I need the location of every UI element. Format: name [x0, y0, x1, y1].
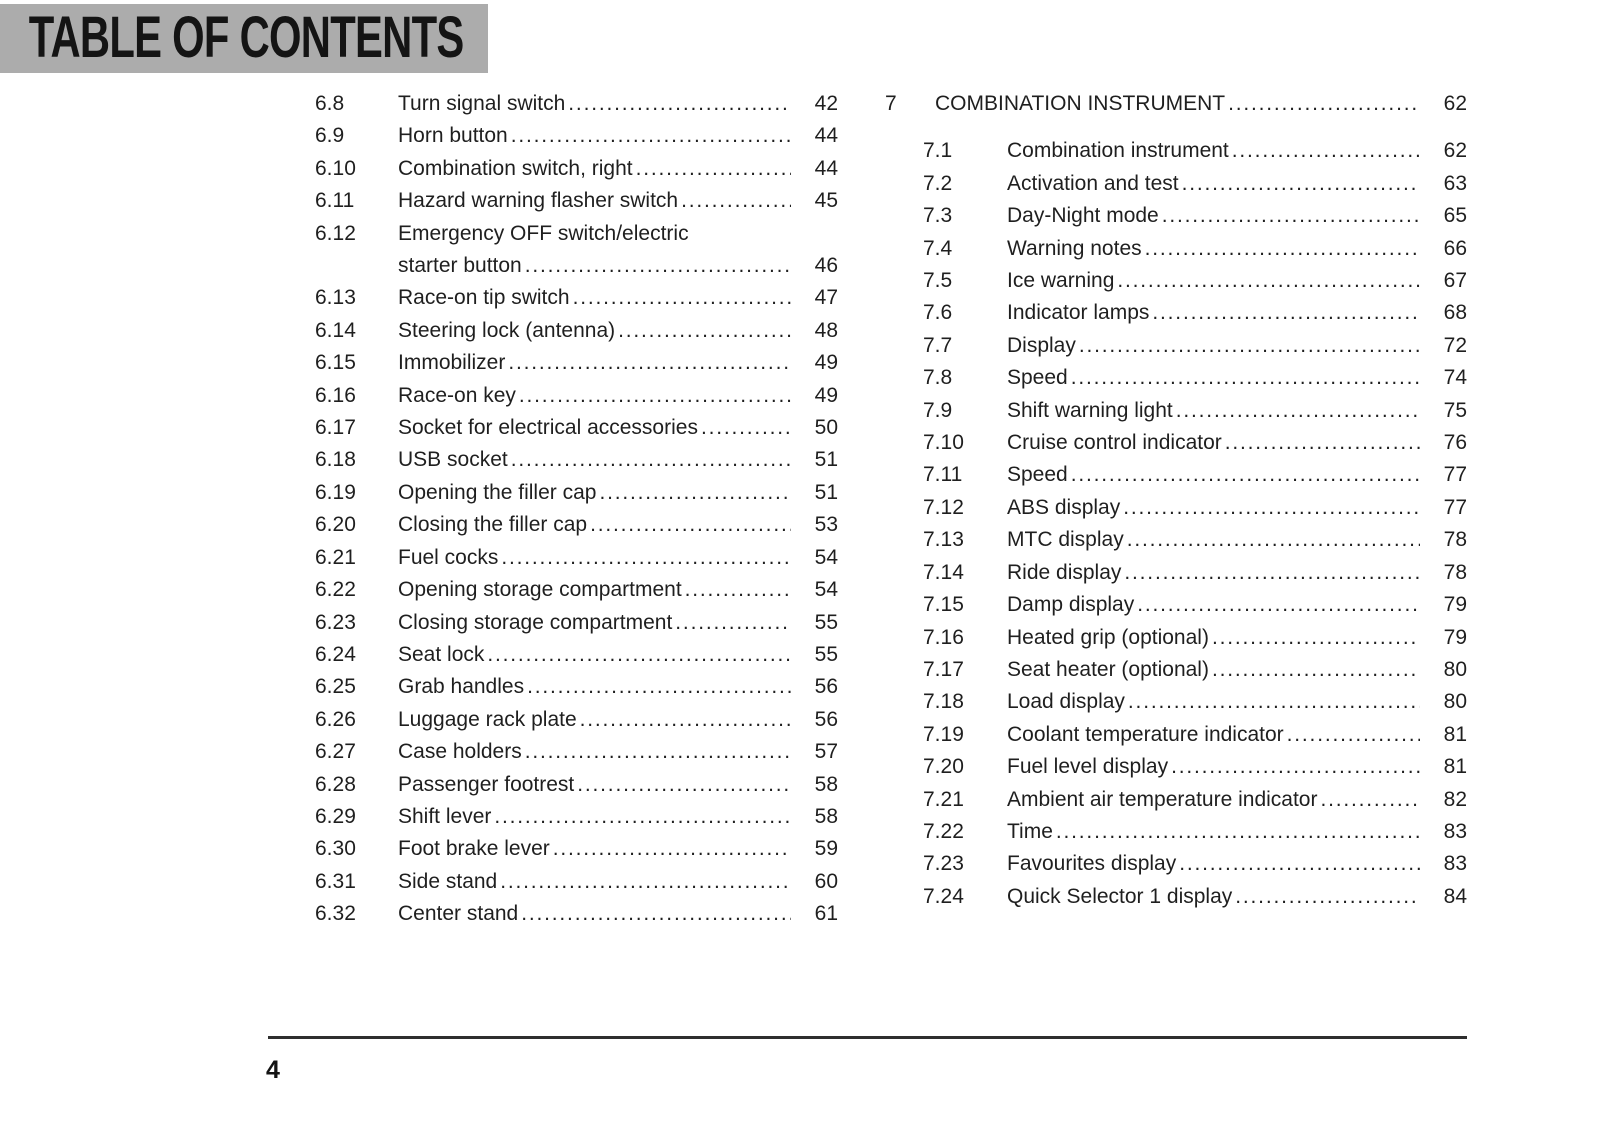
entry-number: 7.19 [923, 722, 964, 746]
dot-leader [577, 704, 791, 736]
toc-entry [923, 135, 1467, 167]
toc-entry [315, 218, 838, 250]
dot-leader [1222, 427, 1420, 459]
toc-entry [315, 704, 838, 736]
entry-page: 83 [1443, 819, 1467, 843]
dot-leader [1209, 654, 1420, 686]
toc-entry [923, 233, 1467, 265]
entry-page: 66 [1443, 236, 1467, 260]
toc-entry [923, 168, 1467, 200]
entry-title: Seat heater (optional) [1007, 657, 1209, 681]
toc-entry [315, 477, 838, 509]
entry-number: 6.30 [315, 837, 356, 861]
toc-subsection-list [923, 135, 1467, 913]
entry-number: 7.20 [923, 755, 964, 779]
toc-entry [315, 185, 838, 217]
dot-leader [615, 315, 791, 347]
toc-entry [315, 769, 838, 801]
entry-title: Fuel cocks [398, 545, 499, 569]
entry-page: 74 [1443, 366, 1467, 390]
entry-title: Heated grip (optional) [1007, 625, 1209, 649]
entry-title: Fuel level display [1007, 755, 1169, 779]
toc-entry [923, 719, 1467, 751]
entry-page: 83 [1443, 852, 1467, 876]
entry-page: 78 [1443, 560, 1467, 584]
entry-number: 6.28 [315, 772, 356, 796]
entry-page: 79 [1443, 593, 1467, 617]
entry-title: Combination instrument [1007, 139, 1229, 163]
dot-leader [508, 444, 791, 476]
entry-page: 44 [814, 156, 838, 180]
entry-number: 7.11 [923, 463, 963, 487]
entry-page: 57 [814, 740, 838, 764]
entry-page: 77 [1443, 463, 1467, 487]
entry-number: 6.23 [315, 610, 356, 634]
entry-page: 62 [1443, 139, 1467, 163]
entry-title: Grab handles [398, 675, 525, 699]
dot-leader [633, 153, 791, 185]
entry-number: 6.10 [315, 156, 356, 180]
toc-entry [315, 380, 838, 412]
toc-column-right [872, 88, 1467, 913]
entry-page: 61 [814, 902, 838, 926]
toc-entry [315, 607, 838, 639]
dot-leader [550, 833, 791, 865]
toc-entry [923, 330, 1467, 362]
toc-entry [923, 200, 1467, 232]
entry-page: 75 [1443, 398, 1467, 422]
entry-page: 81 [1443, 722, 1467, 746]
entry-title: Horn button [398, 124, 508, 148]
dot-leader [1134, 589, 1420, 621]
entry-title: Luggage rack plate [398, 707, 577, 731]
entry-page: 58 [814, 772, 838, 796]
entry-title: Load display [1007, 690, 1125, 714]
entry-number: 7.1 [923, 139, 953, 163]
dot-leader [1232, 881, 1420, 913]
toc-entry [315, 509, 838, 541]
entry-number: 6.21 [315, 545, 356, 569]
entry-number: 7.15 [923, 593, 964, 617]
toc-entry [315, 639, 838, 671]
toc-entry [315, 444, 838, 476]
entry-number: 6.13 [315, 286, 356, 310]
toc-entry [923, 848, 1467, 880]
dot-leader [516, 380, 791, 412]
entry-page: 51 [814, 448, 838, 472]
entry-page: 68 [1443, 301, 1467, 325]
toc-entry [315, 866, 838, 898]
entry-number: 7.3 [923, 204, 953, 228]
dot-leader [524, 671, 791, 703]
entry-number: 6.14 [315, 318, 356, 342]
toc-entry [315, 347, 838, 379]
dot-leader [1149, 297, 1420, 329]
entry-title: COMBINATION INSTRUMENT [935, 92, 1226, 115]
entry-number: 7.6 [923, 301, 953, 325]
entry-title: Ride display [1007, 560, 1122, 584]
page-header [0, 4, 488, 73]
toc-entry [923, 459, 1467, 491]
entry-number: 7.21 [923, 787, 964, 811]
dot-leader [698, 412, 791, 444]
entry-title: Immobilizer [398, 351, 506, 375]
dot-leader [491, 801, 791, 833]
entry-title: Display [1007, 333, 1076, 357]
entry-title: Foot brake lever [398, 837, 550, 861]
toc-entry [923, 751, 1467, 783]
entry-number: 7.13 [923, 528, 964, 552]
entry-page: 56 [814, 707, 838, 731]
entry-page: 76 [1443, 431, 1467, 455]
entry-number: 7.8 [923, 366, 953, 390]
toc-entry [315, 801, 838, 833]
entry-number: 7.14 [923, 560, 964, 584]
toc-entry [315, 574, 838, 606]
dot-leader [1179, 168, 1420, 200]
entry-title: Passenger footrest [398, 772, 575, 796]
toc-entry [923, 492, 1467, 524]
entry-page: 56 [814, 675, 838, 699]
entry-number: 6.18 [315, 448, 356, 472]
entry-page: 54 [814, 578, 838, 602]
dot-leader [682, 574, 791, 606]
dot-leader [570, 282, 791, 314]
entry-page: 49 [814, 351, 838, 375]
entry-title: Ambient air temperature indicator [1007, 787, 1318, 811]
toc-entry [923, 362, 1467, 394]
entry-number: 7 [885, 92, 897, 115]
toc-entry [315, 412, 838, 444]
entry-title: Hazard warning flasher switch [398, 189, 679, 213]
dot-leader [1229, 135, 1420, 167]
entry-title: Center stand [398, 902, 519, 926]
dot-leader [1125, 686, 1420, 718]
toc-entry [315, 282, 838, 314]
entry-title: Shift warning light [1007, 398, 1173, 422]
entry-title: Side stand [398, 869, 498, 893]
entry-page: 80 [1443, 690, 1467, 714]
dot-leader [1142, 233, 1420, 265]
dot-leader [522, 250, 791, 282]
entry-number: 6.15 [315, 351, 356, 375]
dot-leader [498, 542, 791, 574]
dot-leader [1225, 88, 1420, 120]
entry-title: Activation and test [1007, 171, 1179, 195]
entry-title: Seat lock [398, 642, 485, 666]
entry-page: 44 [814, 124, 838, 148]
toc-entry [315, 833, 838, 865]
toc-entry [872, 88, 1467, 120]
page-title: TABLE OF CONTENTS [28, 5, 464, 70]
toc-entry [923, 589, 1467, 621]
dot-leader [1068, 459, 1420, 491]
entry-title: Cruise control indicator [1007, 431, 1222, 455]
entry-title: USB socket [398, 448, 508, 472]
toc-entry [923, 395, 1467, 427]
entry-number: 7.9 [923, 398, 953, 422]
entry-page: 49 [814, 383, 838, 407]
entry-number: 7.22 [923, 819, 964, 843]
entry-page: 62 [1443, 92, 1467, 115]
entry-number: 6.8 [315, 92, 345, 115]
entry-page: 60 [814, 869, 838, 893]
toc-entry [315, 88, 838, 120]
entry-number: 7.24 [923, 884, 964, 908]
entry-page: 72 [1443, 333, 1467, 357]
entry-page: 59 [814, 837, 838, 861]
dot-leader [565, 88, 791, 120]
entry-title: Speed [1007, 366, 1068, 390]
dot-leader [596, 477, 791, 509]
entry-page: 81 [1443, 755, 1467, 779]
toc-entry [923, 427, 1467, 459]
entry-page: 67 [1443, 269, 1467, 293]
entry-title: ABS display [1007, 495, 1121, 519]
entry-page: 45 [814, 189, 838, 213]
toc-entry [315, 153, 838, 185]
entry-page: 55 [814, 610, 838, 634]
entry-page: 53 [814, 513, 838, 537]
dot-leader [1124, 524, 1420, 556]
toc-entry [923, 816, 1467, 848]
entry-title: Favourites display [1007, 852, 1177, 876]
entry-number: 6.32 [315, 902, 356, 926]
entry-page: 80 [1443, 657, 1467, 681]
entry-number: 7.23 [923, 852, 964, 876]
toc-entry [315, 250, 838, 282]
entry-number: 6.26 [315, 707, 356, 731]
entry-page: 78 [1443, 528, 1467, 552]
dot-leader [1168, 751, 1420, 783]
entry-number: 7.17 [923, 657, 964, 681]
entry-title: Shift lever [398, 804, 492, 828]
entry-title: starter button [398, 254, 522, 278]
dot-leader [1121, 557, 1420, 589]
dot-leader [1176, 848, 1420, 880]
toc-entry [315, 736, 838, 768]
entry-title: Opening the filler cap [398, 480, 597, 504]
entry-page: 65 [1443, 204, 1467, 228]
entry-number: 6.29 [315, 804, 356, 828]
toc-column-left [315, 88, 838, 931]
entry-title: Speed [1007, 463, 1068, 487]
entry-title: Ice warning [1007, 269, 1115, 293]
page-number: 4 [266, 1056, 280, 1084]
entry-title: Coolant temperature indicator [1007, 722, 1284, 746]
entry-number: 7.16 [923, 625, 964, 649]
dot-leader [678, 185, 791, 217]
entry-page: 48 [814, 318, 838, 342]
entry-title: Quick Selector 1 display [1007, 884, 1233, 908]
dot-leader [1317, 784, 1420, 816]
entry-page: 58 [814, 804, 838, 828]
entry-page: 63 [1443, 171, 1467, 195]
entry-number: 7.4 [923, 236, 953, 260]
entry-title: Emergency OFF switch/electric [398, 221, 689, 245]
entry-number: 6.24 [315, 642, 356, 666]
dot-leader [574, 769, 791, 801]
toc-entry [923, 265, 1467, 297]
entry-title: Steering lock (antenna) [398, 318, 616, 342]
entry-number: 6.16 [315, 383, 356, 407]
dot-leader [1076, 330, 1420, 362]
entry-title: Opening storage compartment [398, 578, 682, 602]
entry-page: 51 [814, 480, 838, 504]
entry-number: 6.27 [315, 740, 356, 764]
entry-title: Indicator lamps [1007, 301, 1150, 325]
toc-entry [315, 542, 838, 574]
dot-leader [1053, 816, 1420, 848]
toc-entry [923, 784, 1467, 816]
toc-entry [923, 557, 1467, 589]
toc-entry [315, 671, 838, 703]
entry-number: 7.2 [923, 171, 953, 195]
entry-number: 7.5 [923, 269, 953, 293]
dot-leader [505, 347, 791, 379]
entry-page: 84 [1443, 884, 1467, 908]
entry-number: 6.25 [315, 675, 356, 699]
toc-entry [923, 297, 1467, 329]
dot-leader [497, 866, 791, 898]
dot-leader [1209, 622, 1420, 654]
dot-leader [1284, 719, 1420, 751]
entry-title: Damp display [1007, 593, 1135, 617]
entry-title: Race-on key [398, 383, 516, 407]
toc-entry [923, 654, 1467, 686]
toc-entry [315, 898, 838, 930]
dot-leader [1159, 200, 1420, 232]
entry-number: 6.20 [315, 513, 356, 537]
entry-page: 46 [814, 254, 838, 278]
toc-entry [923, 524, 1467, 556]
entry-number: 6.31 [315, 869, 356, 893]
entry-title: Day-Night mode [1007, 204, 1159, 228]
entry-title: Closing the filler cap [398, 513, 588, 537]
entry-number: 6.12 [315, 221, 356, 245]
dot-leader [1114, 265, 1420, 297]
toc-entry [923, 686, 1467, 718]
entry-page: 82 [1443, 787, 1467, 811]
entry-page: 42 [814, 92, 838, 115]
entry-page: 50 [814, 416, 838, 440]
entry-title: Race-on tip switch [398, 286, 570, 310]
toc-entry [315, 315, 838, 347]
entry-page: 79 [1443, 625, 1467, 649]
toc-entry [315, 120, 838, 152]
dot-leader [522, 736, 791, 768]
entry-page: 47 [814, 286, 838, 310]
entry-title: Turn signal switch [398, 92, 566, 115]
entry-number: 7.7 [923, 333, 953, 357]
entry-number: 7.12 [923, 495, 964, 519]
entry-page: 77 [1443, 495, 1467, 519]
entry-title: Warning notes [1007, 236, 1142, 260]
toc-entry [923, 622, 1467, 654]
dot-leader [508, 120, 791, 152]
entry-title: Case holders [398, 740, 522, 764]
entry-title: MTC display [1007, 528, 1124, 552]
entry-title: Socket for electrical accessories [398, 416, 698, 440]
dot-leader [1173, 395, 1420, 427]
entry-page: 55 [814, 642, 838, 666]
entry-title: Combination switch, right [398, 156, 633, 180]
dot-leader [587, 509, 791, 541]
dot-leader [672, 607, 791, 639]
dot-leader [484, 639, 791, 671]
entry-page: 54 [814, 545, 838, 569]
entry-number: 6.9 [315, 124, 345, 148]
dot-leader [518, 898, 791, 930]
footer-rule [268, 1036, 1467, 1039]
entry-number: 7.18 [923, 690, 964, 714]
entry-title: Time [1007, 819, 1053, 843]
entry-title: Closing storage compartment [398, 610, 673, 634]
dot-leader [1120, 492, 1420, 524]
entry-number: 6.22 [315, 578, 356, 602]
entry-number: 6.19 [315, 480, 356, 504]
dot-leader [1068, 362, 1420, 394]
toc-entry [923, 881, 1467, 913]
entry-number: 6.17 [315, 416, 356, 440]
entry-number: 7.10 [923, 431, 964, 455]
entry-number: 6.11 [315, 189, 355, 213]
